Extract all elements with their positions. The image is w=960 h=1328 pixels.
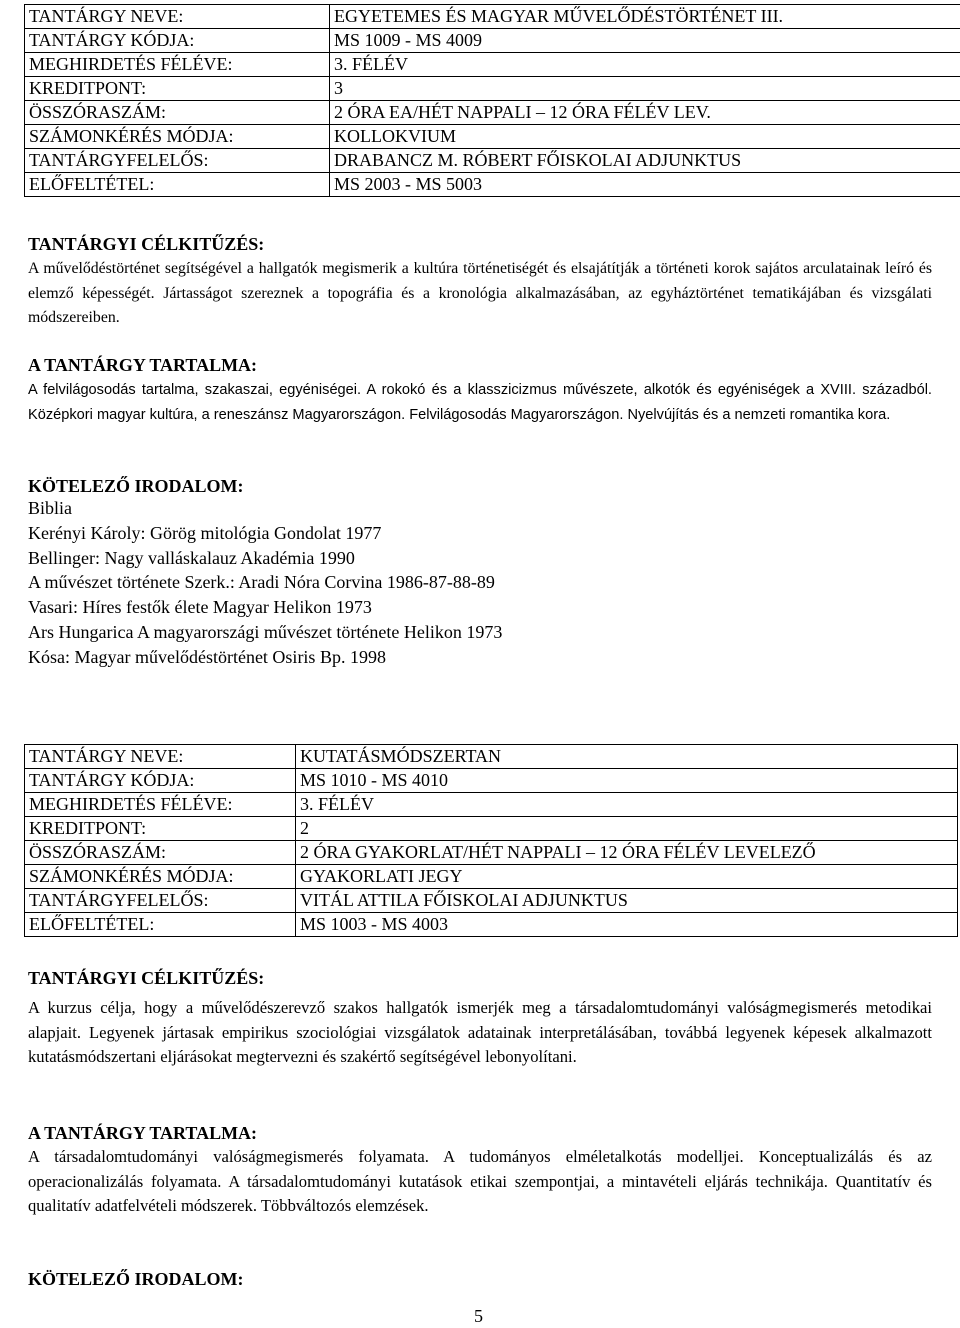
info-row — [25, 149, 960, 173]
info-label: TANTÁRGY KÓDJA: — [25, 769, 296, 793]
info-value: VITÁL ATTILA FŐISKOLAI ADJUNKTUS — [296, 889, 958, 913]
course1-literature-heading: KÖTELEZŐ IRODALOM: — [28, 476, 244, 496]
literature-item: Biblia — [28, 498, 72, 518]
info-value: MS 2003 - MS 5003 — [330, 173, 960, 197]
info-value: KUTATÁSMÓDSZERTAN — [296, 745, 958, 769]
info-value: 3. FÉLÉV — [296, 793, 958, 817]
info-label: KREDITPONT: — [25, 817, 296, 841]
info-label: MEGHIRDETÉS FÉLÉVE: — [25, 793, 296, 817]
literature-item: Kósa: Magyar művelődéstörténet Osiris Bp. 1998 — [28, 646, 386, 667]
info-row — [25, 5, 960, 29]
literature-item: Kerényi Károly: Görög mitológia Gondolat 1977 — [28, 522, 382, 543]
info-label: ELŐFELTÉTEL: — [25, 913, 296, 937]
info-value: DRABANCZ M. RÓBERT FŐISKOLAI ADJUNKTUS — [330, 149, 960, 173]
info-row — [25, 817, 958, 841]
page-number: 5 — [474, 1306, 483, 1326]
info-label: MEGHIRDETÉS FÉLÉVE: — [25, 53, 330, 77]
literature-item: Bellinger: Nagy valláskalauz Akadémia 1990 — [28, 547, 355, 568]
info-label: TANTÁRGYFELELŐS: — [25, 889, 296, 913]
info-label: SZÁMONKÉRÉS MÓDJA: — [25, 865, 296, 889]
course1-literature-list — [28, 496, 502, 670]
course1-content-text: A felvilágosodás tartalma, szakaszai, egyéniségei. A rokokó és a klasszicizmus művészete, alkotók és egyéniségek a XVIII. századból. Középkori magyar kultúra, a reneszánsz Magyarországon. Felvilágosodás Magyarországon. Nyelvújítás és a nemzeti romantika kora. — [28, 382, 932, 423]
info-value: EGYETEMES ÉS MAGYAR MŰVELŐDÉSTÖRTÉNET III. — [330, 5, 960, 29]
info-label: TANTÁRGY NEVE: — [25, 5, 330, 29]
info-row — [25, 125, 960, 149]
course2-info-body — [25, 745, 958, 937]
info-row — [25, 793, 958, 817]
info-row — [25, 29, 960, 53]
course2-info-table — [24, 744, 958, 937]
course2-goals-text: A kurzus célja, hogy a művelődészerevző szakos hallgatók ismerjék meg a társadalomtudományi valóságmegismerés metodikai alapjait. Legyenek jártasak empirikus szociológiai vizsgálatok adatainak interpretálásában, továbbá legyenek képesek alkalmazott kutatásmódszertani eljárásokat megtervezni és szakértő segítségével lebonyolítani. — [28, 998, 932, 1066]
info-row — [25, 889, 958, 913]
info-label: TANTÁRGYFELELŐS: — [25, 149, 330, 173]
course1-info-table — [24, 4, 960, 197]
literature-item: Vasari: Híres festők élete Magyar Helikon 1973 — [28, 597, 372, 618]
info-label: ELŐFELTÉTEL: — [25, 173, 330, 197]
course2-goals-heading: TANTÁRGYI CÉLKITŰZÉS: — [28, 968, 265, 988]
info-label: ÖSSZÓRASZÁM: — [25, 841, 296, 865]
info-value: 2 ÓRA GYAKORLAT/HÉT NAPPALI – 12 ÓRA FÉLÉV LEVELEZŐ — [296, 841, 958, 865]
info-row — [25, 101, 960, 125]
course1-content-heading: A TANTÁRGY TARTALMA: — [28, 355, 258, 375]
info-value: 2 — [296, 817, 958, 841]
info-row — [25, 173, 960, 197]
info-row — [25, 913, 958, 937]
info-value: KOLLOKVIUM — [330, 125, 960, 149]
info-value: GYAKORLATI JEGY — [296, 865, 958, 889]
info-value: 2 ÓRA EA/HÉT NAPPALI – 12 ÓRA FÉLÉV LEV. — [330, 101, 960, 125]
info-value: 3 — [330, 77, 960, 101]
info-value: 3. FÉLÉV — [330, 53, 960, 77]
course1-info-body — [25, 5, 960, 197]
info-label: SZÁMONKÉRÉS MÓDJA: — [25, 125, 330, 149]
course1-goals-heading: TANTÁRGYI CÉLKITŰZÉS: — [28, 234, 265, 254]
course2-literature-heading: KÖTELEZŐ IRODALOM: — [28, 1269, 244, 1289]
info-value: MS 1003 - MS 4003 — [296, 913, 958, 937]
info-label: TANTÁRGY KÓDJA: — [25, 29, 330, 53]
info-row — [25, 841, 958, 865]
literature-item: A művészet története Szerk.: Aradi Nóra Corvina 1986-87-88-89 — [28, 572, 495, 593]
info-label: TANTÁRGY NEVE: — [25, 745, 296, 769]
course1-goals-text: A művelődéstörténet segítségével a hallgatók megismerik a kultúra történetiségét és elsajátítják a történeti korok sajátos arculatainak leíró és elemző képességét. Jártasságot szereznek a topográfia és a kronológia alkalmazásában, az egyháztörténet tematikájában és vizsgálati módszereiben. — [28, 260, 932, 326]
course2-content-heading: A TANTÁRGY TARTALMA: — [28, 1123, 258, 1143]
info-value: MS 1009 - MS 4009 — [330, 29, 960, 53]
course2-content-text: A társadalomtudományi valóságmegismerés folyamata. A tudományos elméletalkotás modelljei. Konceptualizálás és az operacionalizálás folyamata. A társadalomtudományi kutatások etikai szempontjai, a mintavételi eljárás technikája. Quantitatív és qualitatív adatfelvételi módszerek. Többváltozós elemzések. — [28, 1147, 932, 1215]
info-value: MS 1010 - MS 4010 — [296, 769, 958, 793]
info-label: ÖSSZÓRASZÁM: — [25, 101, 330, 125]
literature-item: Ars Hungarica A magyarországi művészet története Helikon 1973 — [28, 621, 503, 642]
info-row — [25, 77, 960, 101]
info-row — [25, 53, 960, 77]
info-label: KREDITPONT: — [25, 77, 330, 101]
info-row — [25, 769, 958, 793]
info-row — [25, 745, 958, 769]
info-row — [25, 865, 958, 889]
